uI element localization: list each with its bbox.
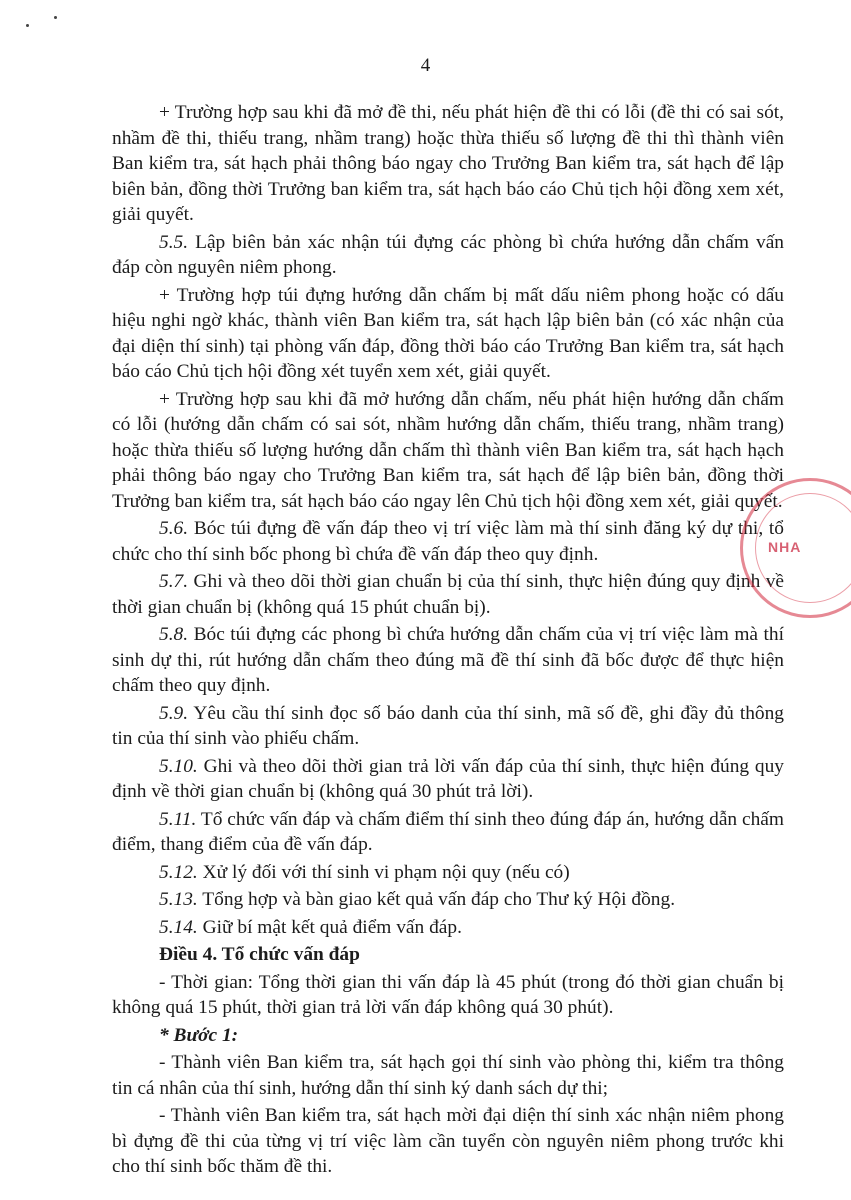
paragraph-5-9: 5.9. Yêu cầu thí sinh đọc số báo danh của thí sinh, mã số đề, ghi đầy đủ thông tin của thí sinh vào phiếu chấm. — [112, 702, 784, 749]
paragraph-5-8: 5.8. Bóc túi đựng các phong bì chứa hướng dẫn chấm của vị trí việc làm mà thí sinh dự thi, rút hướng dẫn chấm theo đúng mã đề thí sinh đã bốc được để thực hiện chấm theo quy định. — [112, 624, 784, 696]
paragraph-guide-error: + Trường hợp sau khi đã mở hướng dẫn chấm, nếu phát hiện hướng dẫn chấm có lỗi (hướng dẫn chấm có sai sót, nhầm hướng dẫn chấm, thiếu trang, nhầm trang) hoặc thừa thiếu số lượng hướng dẫn chấm thì thành viên Ban kiểm tra, sát hạch hạch phải thông báo ngay cho Trưởng Ban kiểm tra, sát hạch để lập biên bản, đồng thời Trưởng ban kiểm tra, sát hạch báo cáo ngay lên Chủ tịch hội đồng xem xét, giải quyết. — [112, 388, 784, 512]
step-paragraph-1: - Thành viên Ban kiểm tra, sát hạch gọi thí sinh vào phòng thi, kiểm tra thông tin cá nhân của thí sinh, hướng dẫn thí sinh ký danh sách dự thi; — [112, 1052, 784, 1099]
paragraph-5-10: 5.10. Ghi và theo dõi thời gian trả lời vấn đáp của thí sinh, thực hiện đúng quy định về thời gian chuẩn bị (không quá 30 phút trả lời). — [112, 755, 784, 802]
paragraph-5-6: 5.6. Bóc túi đựng đề vấn đáp theo vị trí việc làm mà thí sinh đăng ký dự thi, tổ chức cho thí sinh bốc phong bì chứa đề vấn đáp theo quy định. — [112, 518, 784, 565]
paragraph-5-14: 5.14. Giữ bí mật kết quả điểm vấn đáp. — [159, 916, 462, 938]
paragraph-5-7: 5.7. Ghi và theo dõi thời gian chuẩn bị của thí sinh, thực hiện đúng quy định về thời gian chuẩn bị (không quá 15 phút chuẩn bị). — [112, 571, 784, 618]
seal-text: NHA — [768, 539, 802, 555]
page-number: 4 — [420, 55, 431, 76]
step-heading: * Bước 1: — [159, 1024, 239, 1046]
paragraph-seal-lost: + Trường hợp túi đựng hướng dẫn chấm bị mất dấu niêm phong hoặc có dấu hiệu nghi ngờ khác, thành viên Ban kiểm tra, sát hạch lập biên bản (có xác nhận của đại diện thí sinh) tại phòng vấn đáp, đồng thời báo cáo Trưởng Ban kiểm tra, sát hạch báo cáo Chủ tịch hội đồng xét tuyển xem xét, giải quyết. — [112, 284, 784, 382]
paragraph-1: + Trường hợp sau khi đã mở đề thi, nếu phát hiện đề thi có lỗi (đề thi có sai sót, nhầm đề thi, thiếu trang, nhầm trang) hoặc thừa thiếu số lượng đề thi thì thành viên Ban kiểm tra, sát hạch phải thông báo ngay cho Trưởng Ban kiểm tra, sát hạch để lập biên bản, đồng thời Trưởng ban kiểm tra, sát hạch báo cáo Chủ tịch hội đồng xem xét, giải quyết. — [112, 102, 784, 225]
paragraph-5-13: 5.13. Tổng hợp và bàn giao kết quả vấn đáp cho Thư ký Hội đồng. — [159, 889, 676, 910]
paragraph-5-12: 5.12. Xử lý đối với thí sinh vi phạm nội quy (nếu có) — [159, 861, 570, 883]
scan-marks — [26, 14, 66, 34]
paragraph-5-11: 5.11. Tổ chức vấn đáp và chấm điểm thí sinh theo đúng đáp án, hướng dẫn chấm điểm, thang điểm của đề vấn đáp. — [112, 808, 784, 855]
step-paragraph-2: - Thành viên Ban kiểm tra, sát hạch mời đại diện thí sinh xác nhận niêm phong bì đựng đề thi của từng vị trí việc làm cần tuyển còn nguyên niêm phong trước khi cho thí sinh bốc thăm đề thi. — [112, 1105, 784, 1177]
article-heading: Điều 4. Tổ chức vấn đáp — [159, 944, 360, 965]
paragraph-5-5: 5.5. Lập biên bản xác nhận túi đựng các phòng bì chứa hướng dẫn chấm vấn đáp còn nguyên niêm phong. — [112, 231, 784, 278]
time-paragraph: - Thời gian: Tổng thời gian thi vấn đáp là 45 phút (trong đó thời gian chuẩn bị không quá 15 phút, thời gian trả lời vấn đáp không quá 30 phút). — [112, 971, 784, 1018]
document-body — [112, 100, 784, 1180]
